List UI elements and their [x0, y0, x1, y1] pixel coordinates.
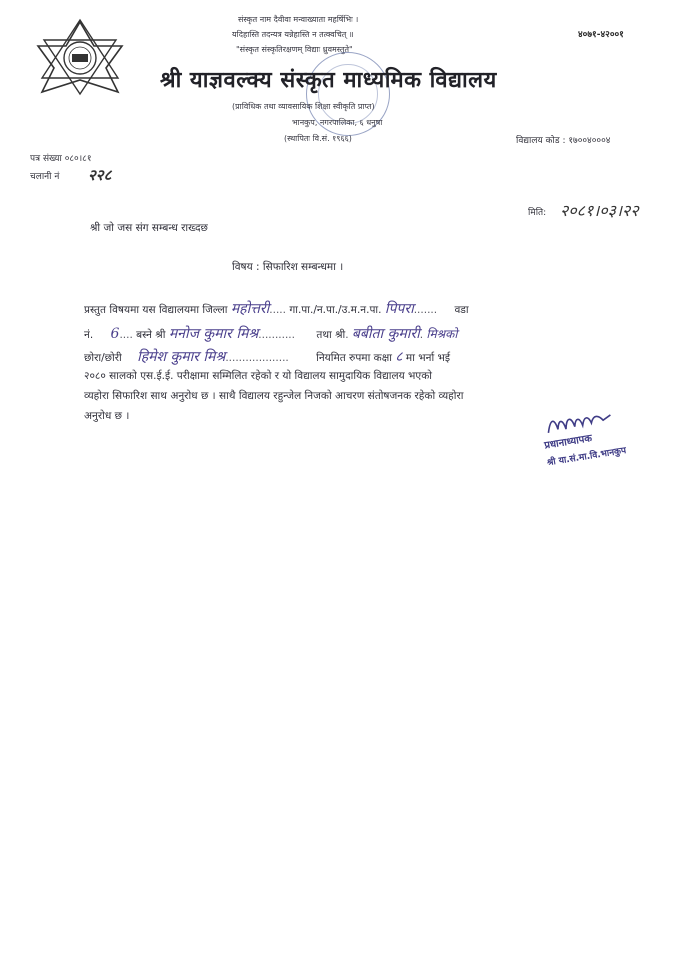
addressee-line: श्री जो जस संग सम्बन्ध राख्दछ	[90, 222, 208, 234]
body-text-segment: नं.	[84, 329, 94, 341]
ward-field: 6	[110, 326, 120, 342]
body-line-4: २०८० सालको एस.ई.ई. परीक्षामा सम्मिलित रहेको र यो विद्यालय सामुदायिक विद्यालय भएको	[84, 370, 432, 382]
body-text-segment: नियमित रुपमा कक्षा	[316, 352, 392, 364]
body-text-segment: तथा श्री	[316, 329, 346, 341]
body-text-segment: प्रस्तुत विषयमा यस विद्यालयमा जिल्ला	[84, 304, 228, 316]
address-line: भानकुप, नगरपालिका, ६ धनुषा	[292, 118, 383, 127]
body-line-1: प्रस्तुत विषयमा यस विद्यालयमा जिल्ला महोत्तरी..... गा.पा./न.पा./उ.म.न.पा. पिपरा....... वडा	[84, 301, 469, 317]
motto-line-3: "संस्कृत संस्कृतिरक्षणम् विद्याः ध्रुवमस्तुते"	[236, 45, 353, 54]
chalani-label: चलानी नं	[30, 172, 60, 182]
body-line-3: छोरा/छोरी हिमेश कुमार मिश्र................... नियमित रुपमा कक्षा ८ मा भर्ना भई	[84, 349, 451, 365]
chalani-number: २२८	[88, 166, 112, 184]
district-field: महोत्तरी	[230, 301, 270, 317]
body-line-6: अनुरोध छ ।	[84, 410, 130, 422]
principal-title: प्रधानाध्यापक	[543, 433, 593, 452]
body-text-segment: मा भर्ना भई	[405, 352, 451, 364]
surname-suffix: मिश्रको	[426, 327, 458, 341]
grade-field: ८	[395, 349, 403, 365]
body-line-5: व्यहोरा सिफारिश साथ अनुरोध छ । साथै विद्यालय रहुन्जेल निजको आचरण संतोषजनक रहेको व्यहोरा	[84, 390, 464, 402]
student-name-field: हिमेश कुमार मिश्र	[137, 349, 226, 365]
approval-line: (प्राविधिक तथा व्यावसायिक शिक्षा स्वीकृति प्राप्त)	[232, 102, 375, 111]
body-text-segment: वडा	[454, 304, 469, 316]
motto-line-2: यदिहास्ति तदन्यत्र यन्नेहास्ति न तत्क्वचित् ॥	[232, 30, 354, 39]
subject-line: विषय : सिफारिश सम्बन्धमा ।	[232, 261, 344, 273]
date-value: २०८१।०३।२२	[560, 201, 639, 220]
body-text-segment: बस्ने श्री	[136, 329, 166, 341]
school-code: विद्यालय कोड : १७००४०००४	[516, 136, 611, 146]
patra-sankhya: पत्र संख्या ०८०।८१	[30, 154, 92, 164]
father-name-field: मनोज कुमार मिश्र	[168, 326, 259, 342]
municipality-field: पिपरा	[384, 301, 414, 317]
date-label: मिति:	[528, 208, 547, 218]
school-name-title: श्री याज्ञवल्क्य संस्कृत माध्यमिक विद्यालय	[160, 68, 497, 93]
mother-name-field: बबीता कुमारी	[351, 326, 420, 342]
nepal-star-logo-icon	[32, 18, 128, 96]
body-line-2: नं. 6.... बस्ने श्री मनोज कुमार मिश्र........... तथा श्री. बबीता कुमारी. मिश्रको	[84, 326, 458, 342]
body-text-segment: छोरा/छोरी	[84, 352, 122, 364]
reference-code: ४०७१-४२००१	[578, 30, 624, 40]
motto-line-1: संस्कृत नाम दैवीवा मन्वाख्याता महर्षिभिः ।	[238, 15, 359, 24]
principal-school-short: श्री या.सं.मा.वि.भानकुप	[546, 446, 627, 469]
signature-stamp-block	[540, 396, 689, 487]
body-text-segment: गा.पा./न.पा./उ.म.न.पा.	[289, 304, 382, 316]
established-line: (स्थापितः वि.सं. १९६६)	[284, 134, 352, 143]
